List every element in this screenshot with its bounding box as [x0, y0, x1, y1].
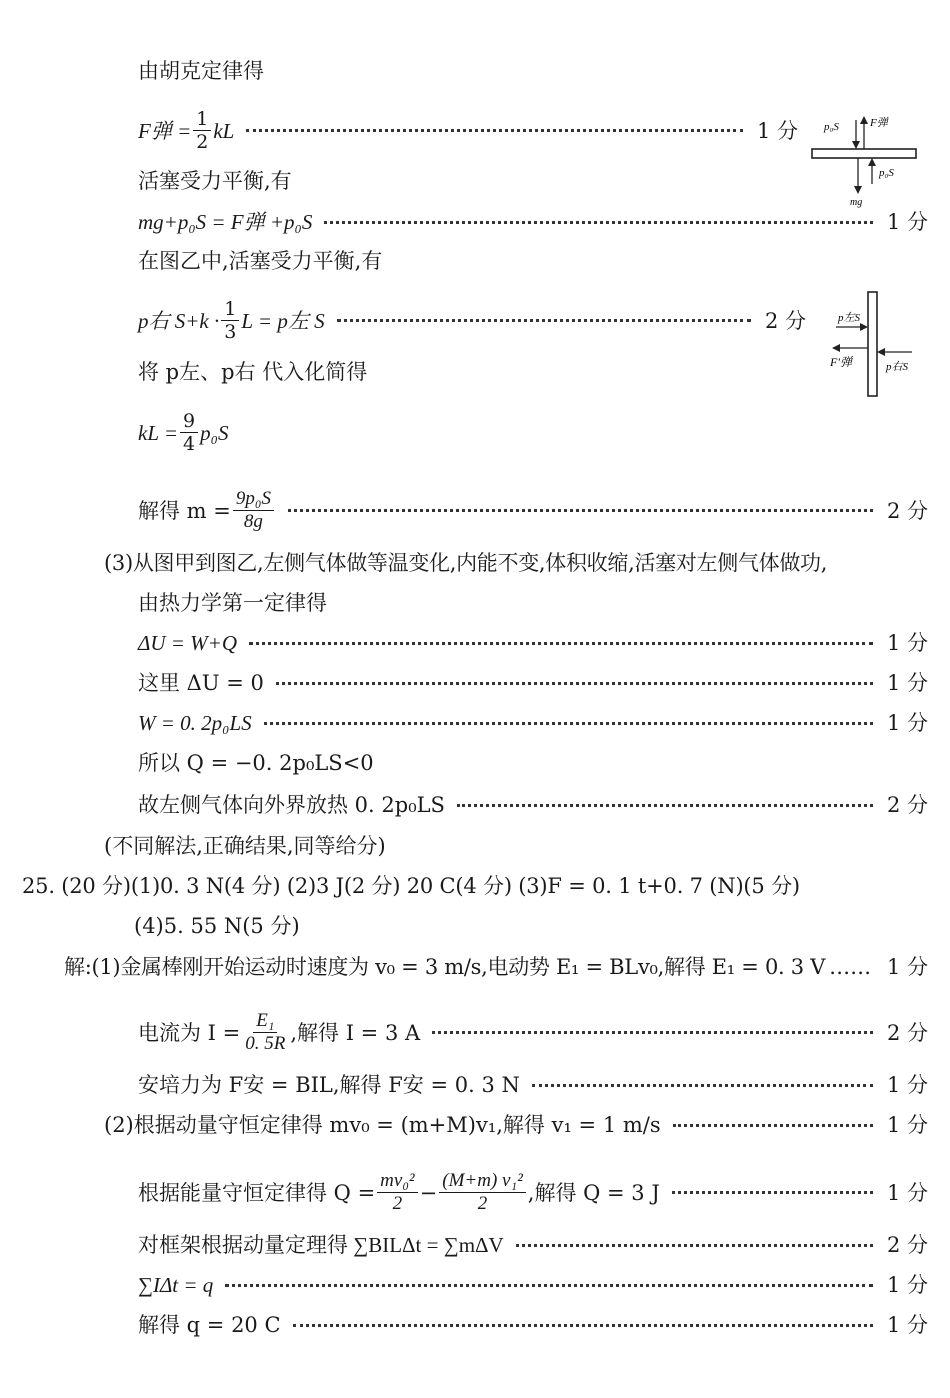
arrowhead	[852, 141, 860, 149]
arrowhead	[877, 348, 885, 356]
eq-charge-result	[138, 1310, 928, 1340]
arrowhead	[860, 323, 868, 331]
frac-num: 1	[193, 108, 211, 131]
eq-mass	[138, 488, 928, 533]
score-label: 1 分	[886, 671, 928, 695]
label-f-spring: F弹	[870, 117, 888, 129]
eq-charge-sum	[138, 1270, 928, 1300]
eq-charge-sum-expr: ∑IΔt = q	[138, 1273, 214, 1297]
frac-den: 2	[392, 1193, 403, 1214]
eq-impulse	[138, 1230, 928, 1260]
label-mg: mg	[850, 197, 863, 208]
eq-work	[138, 708, 928, 738]
label-p-right: p右S	[886, 361, 908, 373]
eq-energy-rhs: ,解得 Q = 3 J	[527, 1180, 660, 1205]
eq-momentum	[104, 1110, 928, 1140]
frac-third	[221, 298, 239, 343]
frac-half	[193, 108, 211, 153]
dot-leader	[337, 319, 751, 322]
eq-mass-lhs: 解得 m =	[138, 498, 231, 523]
score-label: 1 分	[886, 955, 928, 979]
score-label: 1 分	[886, 210, 928, 234]
eq-work-expr: W = 0. 2p₀LS	[138, 711, 252, 735]
eq-charge-result-expr: 解得 q = 20 C	[138, 1313, 281, 1337]
score-label: 2 分	[886, 1020, 928, 1045]
frac-num: (M+m) v₁²	[439, 1170, 526, 1193]
frac-num: 9p₀S	[233, 488, 274, 511]
force-diagram-piston-b	[826, 290, 926, 400]
score-label: 2 分	[886, 1233, 928, 1257]
frac-den: 0. 5R	[245, 1033, 286, 1054]
frac-mass	[233, 488, 274, 533]
dot-leader-short: ……	[829, 955, 872, 979]
eq-delta-u-expr: 这里 ΔU = 0	[138, 671, 264, 695]
dot-leader	[225, 1284, 873, 1287]
frac-kinetic-final	[439, 1170, 526, 1215]
frac-den: 3	[224, 321, 237, 343]
dot-leader	[432, 1031, 873, 1034]
score-label: 1 分	[886, 1073, 928, 1097]
score-label: 2 分	[764, 308, 806, 333]
text-note-alt-methods: (不同解法,正确结果,同等给分)	[104, 834, 386, 858]
eq-ampere-force-expr: 安培力为 F安 = BIL,解得 F安 = 0. 3 N	[138, 1073, 520, 1097]
dot-leader	[264, 722, 873, 725]
frac-current	[242, 1010, 288, 1055]
piston-bar	[812, 149, 916, 158]
dot-leader	[532, 1084, 873, 1087]
arrowhead	[868, 158, 876, 166]
eq-balance-b	[138, 298, 806, 343]
eq-spring-force-lhs: F弹 =	[138, 118, 192, 143]
score-label: 1 分	[886, 631, 928, 655]
eq-kl-lhs: kL =	[138, 420, 179, 445]
eq-energy	[138, 1170, 928, 1215]
frac-nine-quarters	[180, 410, 198, 455]
frac-den: 8g	[243, 511, 263, 532]
text-part3-intro: (3)从图甲到图乙,左侧气体做等温变化,内能不变,体积收缩,活塞对左侧气体做功,	[104, 551, 828, 575]
eq-delta-u	[138, 668, 928, 698]
dot-leader	[516, 1244, 873, 1247]
eq-balance-b-rhs: L = p左 S	[241, 308, 325, 333]
score-label: 1 分	[886, 1180, 928, 1205]
text-substitute: 将 p左、p右 代入化简得	[138, 360, 368, 384]
text-q-value: 所以 Q = −0. 2p₀LS<0	[138, 751, 374, 775]
text-q25-answer-4: (4)5. 55 N(5 分)	[134, 914, 300, 938]
score-label: 1 分	[886, 1273, 928, 1297]
dot-leader	[288, 509, 873, 512]
eq-balance-a-expr: mg+p₀S = F弹 +p₀S	[138, 210, 313, 234]
dot-leader	[673, 1124, 873, 1127]
frac-num: E₁	[253, 1010, 277, 1033]
eq-spring-force	[138, 108, 798, 153]
dot-leader	[276, 682, 873, 685]
frac-den: 2	[477, 1193, 488, 1214]
eq-balance-a	[138, 207, 928, 237]
eq-current-rhs: ,解得 I = 3 A	[290, 1020, 421, 1045]
dot-leader	[457, 804, 873, 807]
text-hooke-law: 由胡克定律得	[138, 59, 264, 83]
frac-num: 9	[180, 410, 198, 433]
label-f-spring-prime: F′弹	[830, 355, 852, 369]
dot-leader	[249, 642, 873, 645]
label-p0s-top: p₀S	[824, 121, 839, 133]
text-q25-answers: 25. (20 分)(1)0. 3 N(4 分) (2)3 J(2 分) 20 C(4 分) (3)F = 0. 1 t+0. 7 (N)(5 分)	[22, 874, 800, 898]
score-label: 2 分	[886, 793, 928, 817]
text-piston-balance: 活塞受力平衡,有	[138, 169, 292, 193]
frac-den: 2	[196, 131, 209, 153]
eq-first-law	[138, 628, 928, 658]
eq-momentum-expr: (2)根据动量守恒定律得 mv₀ = (m+M)v₁,解得 v₁ = 1 m/s	[104, 1113, 661, 1137]
dot-leader	[324, 221, 873, 224]
eq-balance-b-lhs: p右 S+k ·	[138, 308, 220, 333]
frac-den: 4	[183, 433, 196, 455]
eq-emf-expr: 解:(1)金属棒刚开始运动时速度为 v₀ = 3 m/s,电动势 E₁ = BLv₀,解得 E₁ = 0. 3 V	[64, 955, 826, 979]
eq-energy-lhs: 根据能量守恒定律得 Q =	[138, 1180, 376, 1205]
label-p-left: p左S	[838, 312, 860, 324]
score-label: 1 分	[886, 1313, 928, 1337]
eq-first-law-expr: ΔU = W+Q	[138, 631, 237, 655]
eq-energy-minus: −	[419, 1180, 438, 1205]
eq-spring-force-rhs: kL	[213, 118, 235, 143]
label-p0s-bottom: p₀S	[879, 167, 894, 179]
eq-kl	[138, 410, 228, 455]
arrowhead	[832, 344, 840, 352]
frac-kinetic-initial	[377, 1170, 417, 1215]
eq-emf	[64, 952, 928, 982]
eq-kl-rhs: p₀S	[200, 420, 229, 445]
frac-num: mv₀²	[377, 1170, 417, 1193]
dot-leader	[293, 1324, 873, 1327]
arrowhead	[854, 186, 862, 194]
text-fig-b-balance: 在图乙中,活塞受力平衡,有	[138, 249, 383, 273]
score-label: 1 分	[756, 118, 798, 143]
piston-bar-vertical	[868, 292, 877, 396]
text-first-law: 由热力学第一定律得	[138, 591, 327, 615]
eq-ampere-force	[138, 1070, 928, 1100]
score-label: 1 分	[886, 711, 928, 735]
dot-leader	[672, 1191, 873, 1194]
eq-heat-release	[138, 790, 928, 820]
force-diagram-piston-a	[806, 108, 921, 208]
eq-current	[138, 1010, 928, 1055]
score-label: 2 分	[886, 498, 928, 523]
score-label: 1 分	[886, 1113, 928, 1137]
eq-impulse-expr: 对框架根据动量定理得 ∑BILΔt = ∑mΔV	[138, 1233, 504, 1257]
arrowhead	[860, 116, 868, 124]
dot-leader	[246, 129, 743, 132]
eq-heat-release-expr: 故左侧气体向外界放热 0. 2p₀LS	[138, 793, 445, 817]
frac-num: 1	[221, 298, 239, 321]
eq-current-lhs: 电流为 I =	[138, 1020, 241, 1045]
